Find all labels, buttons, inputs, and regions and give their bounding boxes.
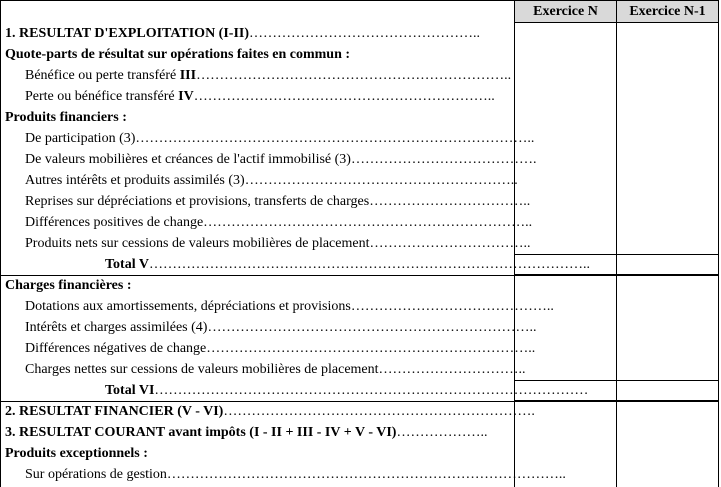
row-label-text: De valeurs mobilières et créances de l'actif immobilisé (3) [25, 152, 351, 167]
table-row [1, 149, 718, 170]
row-label [25, 338, 536, 359]
row-label-text: Produits exceptionnels : [5, 446, 148, 461]
table-row [1, 443, 718, 464]
row-label [25, 296, 554, 317]
table-row [1, 296, 718, 317]
row-label [5, 107, 513, 128]
row-label [25, 86, 513, 107]
table-row [1, 464, 718, 485]
row-label-text: Sur opérations de gestion [25, 467, 167, 482]
row-leader-dots: ……………………………………………………….. [193, 89, 495, 104]
column-header-exercice-n-1: Exercice N-1 [617, 1, 718, 23]
row-leader-dots: …………………………………. [350, 152, 537, 167]
row-label [25, 65, 513, 86]
row-label [25, 191, 531, 212]
column-divider-n [514, 1, 515, 487]
row-label-text: Total V [105, 257, 149, 272]
row-leader-dots: …………………………………………………………….. [206, 341, 536, 356]
table-row [1, 86, 718, 107]
row-label-text: Produits financiers : [5, 110, 127, 125]
row-label-text: 3. RESULTAT COURANT avant impôts (I - II + III - IV + V - VI) [5, 425, 397, 440]
row-label-text: Produits nets sur cessions de valeurs mobilières de placement [25, 236, 370, 251]
row-label [25, 128, 535, 149]
row-label-text: Différences négatives de change [25, 341, 207, 356]
row-leader-dots: …………………………………………………………….. [207, 320, 537, 335]
row-leader-dots: ………………………………………………….. [244, 173, 518, 188]
table-body [1, 23, 718, 485]
table-row [1, 212, 718, 233]
row-label [25, 233, 531, 254]
row-label-text: Charges nettes sur cessions de valeurs mobilières de placement [25, 362, 379, 377]
row-label-text: Dotations aux amortissements, dépréciations et provisions [25, 299, 351, 314]
row-leader-dots: ………………………………………………………………………………….. [148, 257, 590, 272]
table-row [1, 128, 718, 149]
row-leader-dots: ………………………………………………………….. [196, 68, 512, 83]
table-row [1, 317, 718, 338]
row-label-text: Autres intérêts et produits assimilés (3) [25, 173, 245, 188]
row-label [5, 422, 513, 443]
table-row [1, 65, 718, 86]
table-row [1, 359, 718, 380]
row-roman-numeral: III [179, 68, 197, 83]
row-label-text: Intérêts et charges assimilées (4) [25, 320, 208, 335]
row-roman-numeral: IV [178, 89, 194, 104]
row-label [105, 254, 590, 275]
table-row [1, 338, 718, 359]
table-header [1, 1, 718, 23]
column-header-exercice-n: Exercice N [515, 1, 616, 23]
row-label-text: Reprises sur dépréciations et provisions, transferts de charges [25, 194, 370, 209]
table-row [1, 107, 718, 128]
column-divider-n-1 [616, 1, 617, 487]
row-leader-dots: ………………………………………………………………………….. [166, 467, 566, 482]
row-label [5, 44, 513, 65]
row-label [5, 23, 513, 44]
row-label [25, 212, 533, 233]
table-row [1, 275, 718, 296]
row-leader-dots: ………………………………………………………………………………… [154, 383, 589, 398]
row-label [25, 170, 518, 191]
row-leader-dots: …………………………………….. [350, 299, 554, 314]
table-row [1, 422, 718, 443]
table-row [1, 380, 718, 401]
row-label-text: 1. RESULTAT D'EXPLOITATION (I-II) [5, 26, 250, 41]
row-label-text: Quote-parts de résultat sur opérations faites en commun : [5, 47, 351, 62]
row-label [5, 275, 513, 296]
row-label-text: Total VI [105, 383, 155, 398]
row-leader-dots: …………………………….. [369, 194, 531, 209]
row-label [25, 359, 526, 380]
row-label [5, 443, 513, 464]
row-label-text: 2. RESULTAT FINANCIER (V - VI) [5, 404, 224, 419]
table-row [1, 170, 718, 191]
row-label-text: Charges financières : [5, 278, 132, 293]
row-label [105, 380, 589, 401]
row-label-text: Différences positives de change [25, 215, 204, 230]
row-leader-dots: ………………………….. [378, 362, 526, 377]
row-label [25, 317, 537, 338]
row-leader-dots: ………………………………………………………………………….. [135, 131, 535, 146]
row-label [25, 149, 537, 170]
row-label [5, 401, 535, 422]
table-row [1, 44, 718, 65]
table-row [1, 233, 718, 254]
row-label-text: De participation (3) [25, 131, 136, 146]
row-label-text: Bénéfice ou perte transféré [25, 68, 180, 83]
row-label-text: Perte ou bénéfice transféré [25, 89, 179, 104]
row-leader-dots: ………………………………………….. [249, 26, 481, 41]
row-leader-dots: ……………….. [396, 425, 488, 440]
table-row [1, 254, 718, 275]
table-row [1, 401, 718, 422]
table-row [1, 23, 718, 44]
row-leader-dots: …………………………………………………………. [223, 404, 535, 419]
row-leader-dots: …………………………………………………………….. [203, 215, 533, 230]
table-row [1, 191, 718, 212]
row-label [25, 464, 566, 485]
row-leader-dots: …………………………….. [369, 236, 531, 251]
